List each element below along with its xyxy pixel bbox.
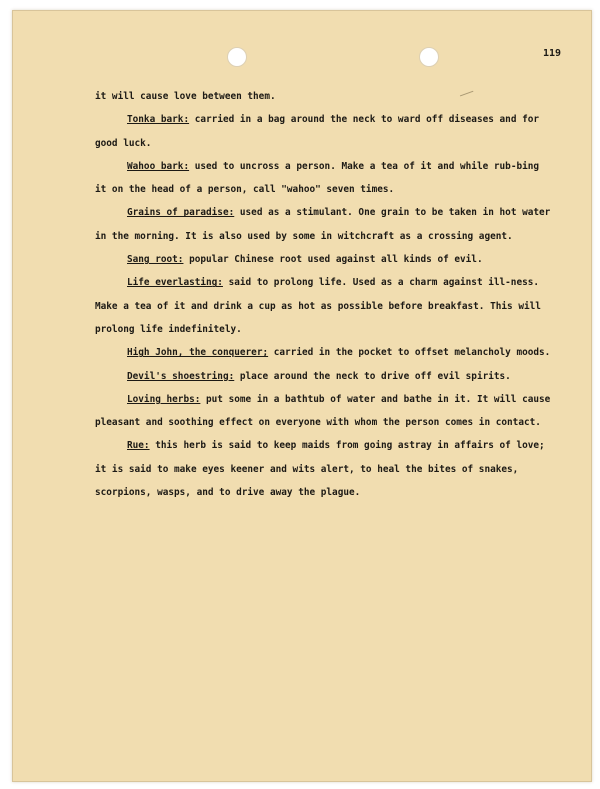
entry-paragraph [95, 365, 555, 388]
entry-text: carried in the pocket to offset melancholy moods. [268, 347, 551, 359]
entry-paragraph [95, 388, 555, 435]
entry-text: used to uncross a person. Make a tea of it and while rub-bing it on the head of a person, call "wahoo" seven times. [95, 160, 540, 196]
entry-paragraph [95, 248, 555, 271]
entry-term: Devil's shoestring: [127, 370, 235, 382]
entry-paragraph [95, 434, 555, 504]
entry-text: popular Chinese root used against all kinds of evil. [183, 254, 483, 266]
entry-term: Sang root: [127, 254, 184, 266]
entry-term: Wahoo bark: [127, 160, 190, 172]
entry-paragraph [95, 155, 555, 202]
entry-paragraph [95, 271, 555, 341]
entry-term: Life everlasting: [127, 277, 223, 289]
entry-term: Loving herbs: [127, 393, 201, 405]
typed-page [12, 10, 592, 782]
entry-text: this herb is said to keep maids from going astray in affairs of love; it is said to make eyes keener and wits alert, to heal the bites of snakes, scorpions, wasps, and to drive away the plague. [95, 440, 545, 499]
punch-hole [419, 47, 439, 67]
entry-text: said to prolong life. Used as a charm against ill-ness. Make a tea of it and drink a cup as hot as possible before breakfast. This will prolong life indefinitely. [95, 277, 541, 335]
page-number: 119 [542, 48, 561, 59]
entry-text: place around the neck to drive off evil spirits. [234, 370, 511, 382]
entry-text: put some in a bathtub of water and bathe in it. It will cause pleasant and soothing effect on everyone with whom the person comes in contact. [95, 393, 551, 429]
entry-paragraph [95, 341, 555, 364]
entry-paragraph [95, 108, 555, 155]
entry-term: Grains of paradise: [127, 207, 235, 219]
entry-term: Rue: [127, 440, 150, 452]
entry-term: High John, the conquerer; [127, 347, 269, 359]
entry-term: Tonka bark: [127, 114, 190, 126]
entry-text: carried in a bag around the neck to ward off diseases and for good luck. [95, 114, 540, 149]
punch-hole [227, 47, 247, 67]
entry-text: used as a stimulant. One grain to be taken in hot water in the morning. It is also used by some in witchcraft as a crossing agent. [95, 207, 551, 242]
opening-line: it will cause love between them. [95, 91, 276, 102]
body-text [95, 85, 555, 504]
entry-paragraph [95, 201, 555, 248]
